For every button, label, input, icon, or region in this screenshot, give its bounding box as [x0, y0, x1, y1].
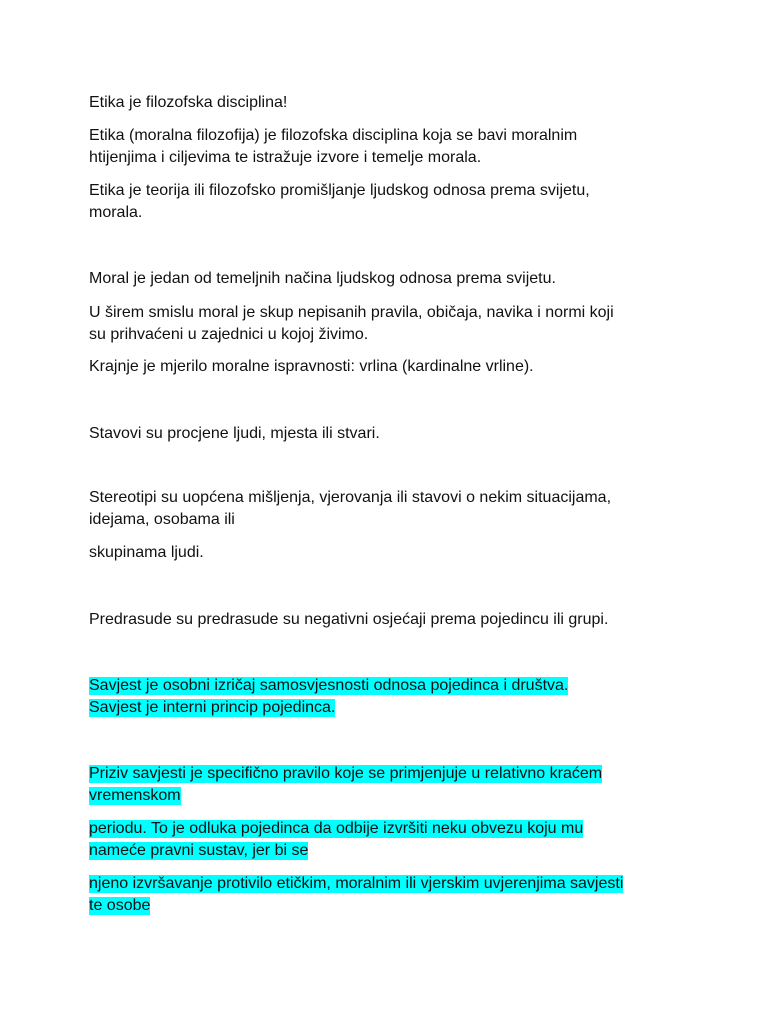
highlighted-text: Savjest je interni princip pojedinca. — [89, 699, 336, 716]
text-line — [89, 895, 689, 917]
highlighted-text: nameće pravni sustav, jer bi se — [89, 842, 309, 859]
highlighted-text: Priziv savjesti je specifično pravilo koje se primjenjuje u relativno kraćem — [89, 765, 603, 782]
paragraph-attitudes — [89, 423, 689, 445]
text-line: Stavovi su procjene ljudi, mjesta ili stvari. — [89, 425, 380, 442]
paragraph-moral — [89, 268, 689, 290]
paragraph-moral-measure — [89, 356, 689, 378]
paragraph-stereotypes — [89, 487, 689, 531]
paragraph-conscience — [89, 675, 689, 719]
text-line: Stereotipi su uopćena mišljenja, vjerovanja ili stavovi o nekim situacijama, — [89, 489, 612, 506]
text-line: Etika je filozofska disciplina! — [89, 94, 288, 111]
text-line — [89, 873, 689, 895]
paragraph-stereotypes-cont — [89, 542, 689, 564]
paragraph-objection — [89, 763, 689, 807]
text-line — [89, 675, 689, 697]
text-line: morala. — [89, 204, 143, 221]
paragraph-objection-beliefs — [89, 873, 689, 917]
text-line — [89, 697, 689, 719]
text-line — [89, 763, 689, 785]
text-line: U širem smislu moral je skup nepisanih pravila, običaja, navika i normi koji — [89, 304, 614, 321]
text-line — [89, 840, 689, 862]
paragraph-moral-broader — [89, 302, 689, 346]
text-line: Krajnje je mjerilo moralne ispravnosti: vrlina (kardinalne vrline). — [89, 358, 534, 375]
text-line: skupinama ljudi. — [89, 544, 204, 561]
text-line: su prihvaćeni u zajednici u kojoj živimo. — [89, 326, 369, 343]
paragraph-ethics-theory — [89, 180, 689, 224]
highlighted-text: njeno izvršavanje protivilo etičkim, moralnim ili vjerskim uvjerenjima savjesti — [89, 875, 624, 892]
text-line: Predrasude su predrasude su negativni osjećaji prema pojedincu ili grupi. — [89, 611, 609, 628]
text-line: Moral je jedan od temeljnih načina ljudskog odnosa prema svijetu. — [89, 270, 556, 287]
text-line — [89, 818, 689, 840]
highlighted-text: te osobe — [89, 897, 151, 914]
text-line: idejama, osobama ili — [89, 511, 235, 528]
highlighted-text: vremenskom — [89, 787, 181, 804]
highlighted-text: Savjest je osobni izričaj samosvjesnosti odnosa pojedinca i društva. — [89, 677, 569, 694]
text-line — [89, 785, 689, 807]
text-line: htijenjima i ciljevima te istražuje izvore i temelje morala. — [89, 149, 482, 166]
paragraph-ethics-title — [89, 92, 689, 114]
highlighted-text: periodu. To je odluka pojedinca da odbije izvršiti neku obvezu koju mu — [89, 820, 584, 837]
paragraph-objection-period — [89, 818, 689, 862]
text-line: Etika je teorija ili filozofsko promišljanje ljudskog odnosa prema svijetu, — [89, 182, 590, 199]
text-line: Etika (moralna filozofija) je filozofska disciplina koja se bavi moralnim — [89, 127, 578, 144]
paragraph-prejudices — [89, 609, 689, 631]
paragraph-ethics-definition — [89, 125, 689, 169]
